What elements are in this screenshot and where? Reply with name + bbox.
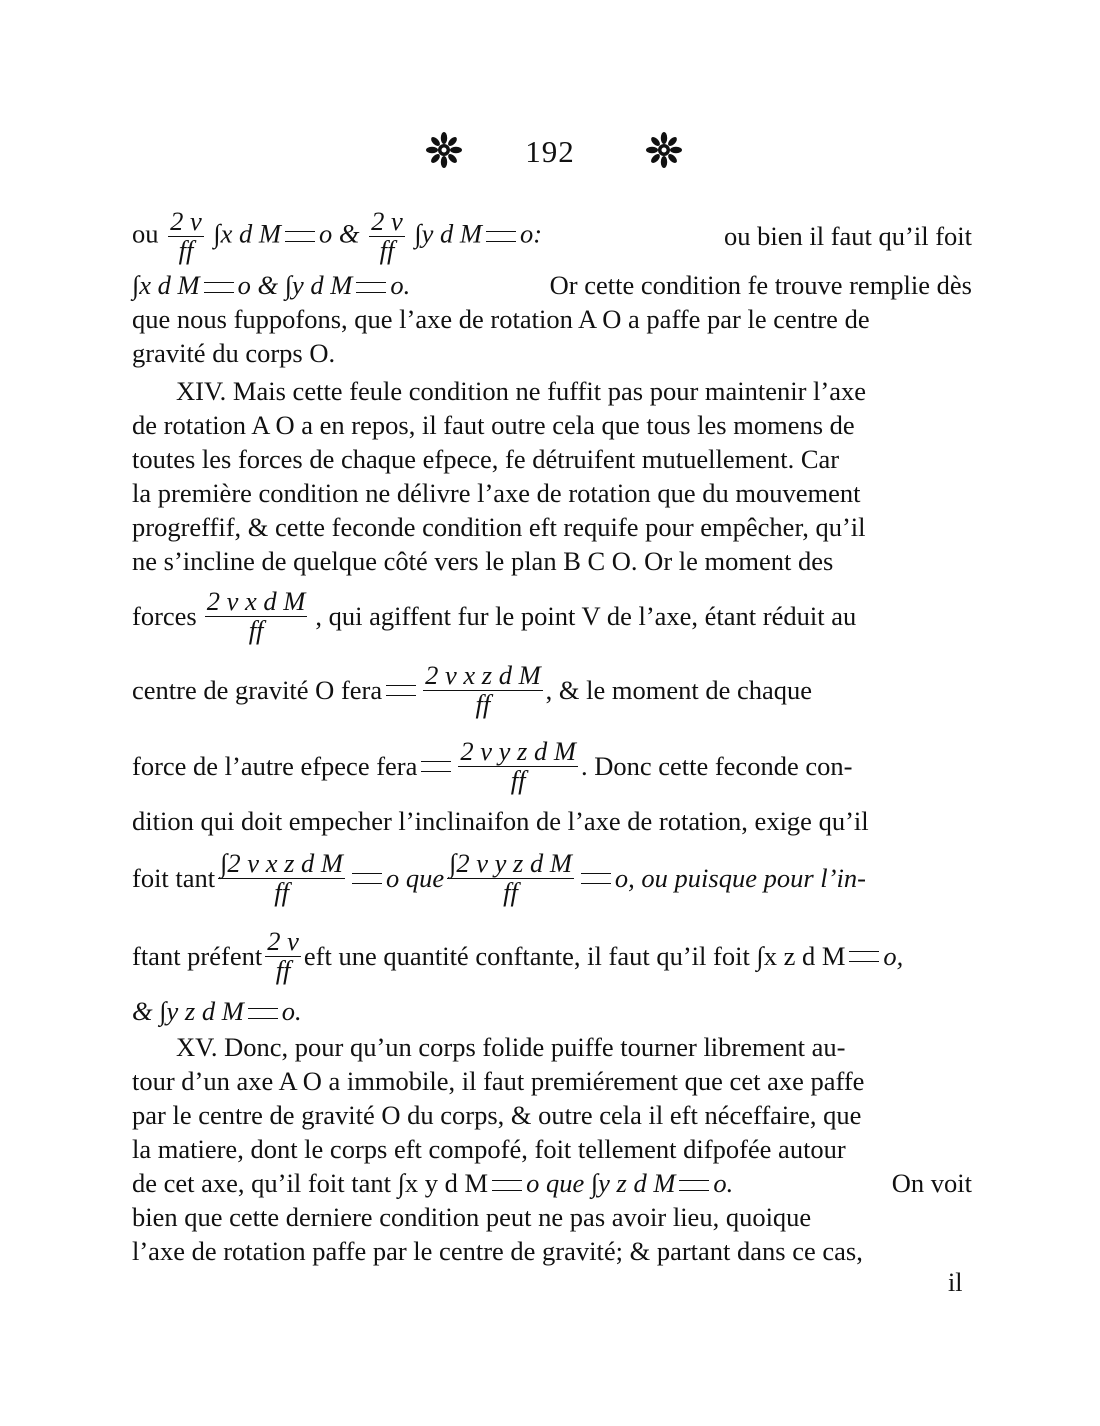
text-run: On voit (891, 1168, 972, 1198)
text-line: toutes les forces de chaque efpece, fe détruifent mutuellement. Car (132, 444, 840, 474)
text-line (132, 1166, 972, 1200)
fraction-denominator: ff (503, 876, 518, 907)
fraction-denominator: ff (178, 234, 194, 265)
fraction-numerator: ∫2 v x z d M (220, 847, 343, 878)
fraction (369, 205, 405, 265)
fraction-numerator: 2 v (170, 205, 202, 236)
fraction (205, 585, 308, 645)
text-run: de cet axe, qu’il foit tant ∫x y d M (132, 1168, 489, 1198)
text-line: la matiere, dont le corps eft compofé, foit tellement difpofée autour (132, 1134, 846, 1164)
text-run: force de l’autre efpece fera (132, 751, 418, 781)
fraction (423, 659, 543, 719)
equals-sign (204, 282, 234, 293)
equals-sign (581, 873, 611, 884)
flower-ornament-icon (426, 132, 462, 168)
text-line: par le centre de gravité O du corps, & outre cela il eft néceffaire, que (132, 1100, 862, 1130)
fraction (458, 735, 578, 795)
fraction-numerator: ∫2 v y z d M (449, 847, 572, 878)
formula-run: ∫y d M (414, 218, 482, 249)
text-line: ne s’incline de quelque côté vers le plan B C O. Or le moment des (132, 546, 834, 576)
text-run: . Donc cette feconde con- (580, 751, 853, 781)
text-line: la première condition ne délivre l’axe de rotation que du mouvement (132, 478, 861, 508)
page-number: 192 (525, 134, 575, 169)
text-line (132, 580, 972, 652)
fraction (168, 205, 204, 265)
text-line: gravité du corps O. (132, 338, 336, 368)
fraction-numerator: 2 v (267, 925, 299, 956)
formula-run: ∫x d M (213, 218, 281, 249)
text-run: Or cette condition fe trouve remplie dès (549, 270, 972, 300)
text-run: ou bien il faut qu’il foit (723, 221, 972, 251)
page-header (0, 132, 1100, 172)
equals-sign (352, 873, 382, 884)
formula-run: o & ∫y d M (237, 270, 353, 300)
equals-sign (421, 761, 451, 772)
text-line (132, 842, 972, 914)
text-line: bien que cette derniere condition peut ne pas avoir lieu, quoique (132, 1202, 812, 1232)
fraction-denominator: ff (274, 876, 289, 907)
formula-run: o que ∫y z d M (526, 1168, 676, 1198)
text-run: eft une quantité conftante, il faut qu’il foit ∫x z d M (303, 941, 846, 971)
equals-sign (679, 1180, 709, 1191)
formula-run: o: (520, 218, 543, 249)
fraction-denominator: ff (248, 614, 264, 645)
formula-run: o. (281, 996, 302, 1026)
text-line: dition qui doit empecher l’inclinaifon de l’axe de rotation, exige qu’il (132, 806, 869, 836)
catchword: il (948, 1268, 963, 1297)
flower-ornament-icon (646, 132, 682, 168)
text-line (132, 654, 972, 726)
fraction-denominator: ff (275, 954, 291, 985)
fraction (447, 847, 574, 907)
formula-run: o, (883, 941, 904, 971)
equals-sign (849, 951, 879, 962)
fraction-denominator: ff (379, 234, 395, 265)
text-run: ou (132, 218, 159, 249)
text-run: forces (132, 601, 197, 631)
text-line (132, 268, 972, 302)
formula-run: o, ou puisque pour l’in- (614, 863, 866, 893)
formula-run: & ∫y z d M (132, 996, 244, 1026)
formula-run: o. (390, 270, 411, 300)
fraction-numerator: 2 v x z d M (425, 659, 541, 690)
fraction-numerator: 2 v x d M (206, 585, 306, 616)
text-run: , & le moment de chaque (545, 675, 813, 705)
text-line: de rotation A O a en repos, il faut outre cela que tous les momens de (132, 410, 855, 440)
fraction (265, 925, 301, 985)
text-line (132, 204, 972, 268)
paragraph-start-line: XV. Donc, pour qu’un corps folide puiffe tourner librement au- (176, 1032, 846, 1062)
equals-sign (285, 231, 315, 242)
fraction-denominator: ff (475, 688, 491, 719)
equals-sign (386, 685, 416, 696)
paragraph-start-line: XIV. Mais cette feule condition ne fuffit pas pour maintenir l’axe (176, 376, 867, 406)
fraction-numerator: 2 v y z d M (460, 735, 576, 766)
formula-run: o. (713, 1168, 734, 1198)
text-run: centre de gravité O fera (132, 675, 383, 705)
text-line (132, 730, 972, 802)
text-run: ftant préfent (132, 941, 263, 971)
equals-sign (356, 282, 386, 293)
formula-run: o que (385, 863, 445, 893)
fraction (218, 847, 345, 907)
fraction-numerator: 2 v (371, 205, 403, 236)
equals-sign (492, 1180, 522, 1191)
fraction-denominator: ff (510, 764, 526, 795)
equals-sign (486, 231, 516, 242)
text-line (132, 994, 972, 1028)
text-line: tour d’un axe A O a immobile, il faut premiérement que cet axe paffe (132, 1066, 865, 1096)
text-line: l’axe de rotation paffe par le centre de gravité; & partant dans ce cas, (132, 1236, 863, 1266)
formula-run: o & (319, 218, 360, 249)
formula-run: ∫x d M (132, 270, 200, 300)
text-line: que nous fuppofons, que l’axe de rotation A O a paffe par le centre de (132, 304, 870, 334)
text-line (132, 920, 972, 992)
equals-sign (248, 1008, 278, 1019)
text-run: , qui agiffent fur le point V de l’axe, étant réduit au (315, 601, 857, 631)
text-line: progreffif, & cette feconde condition eft requife pour empêcher, qu’il (132, 512, 866, 542)
text-run: foit tant (132, 863, 216, 893)
